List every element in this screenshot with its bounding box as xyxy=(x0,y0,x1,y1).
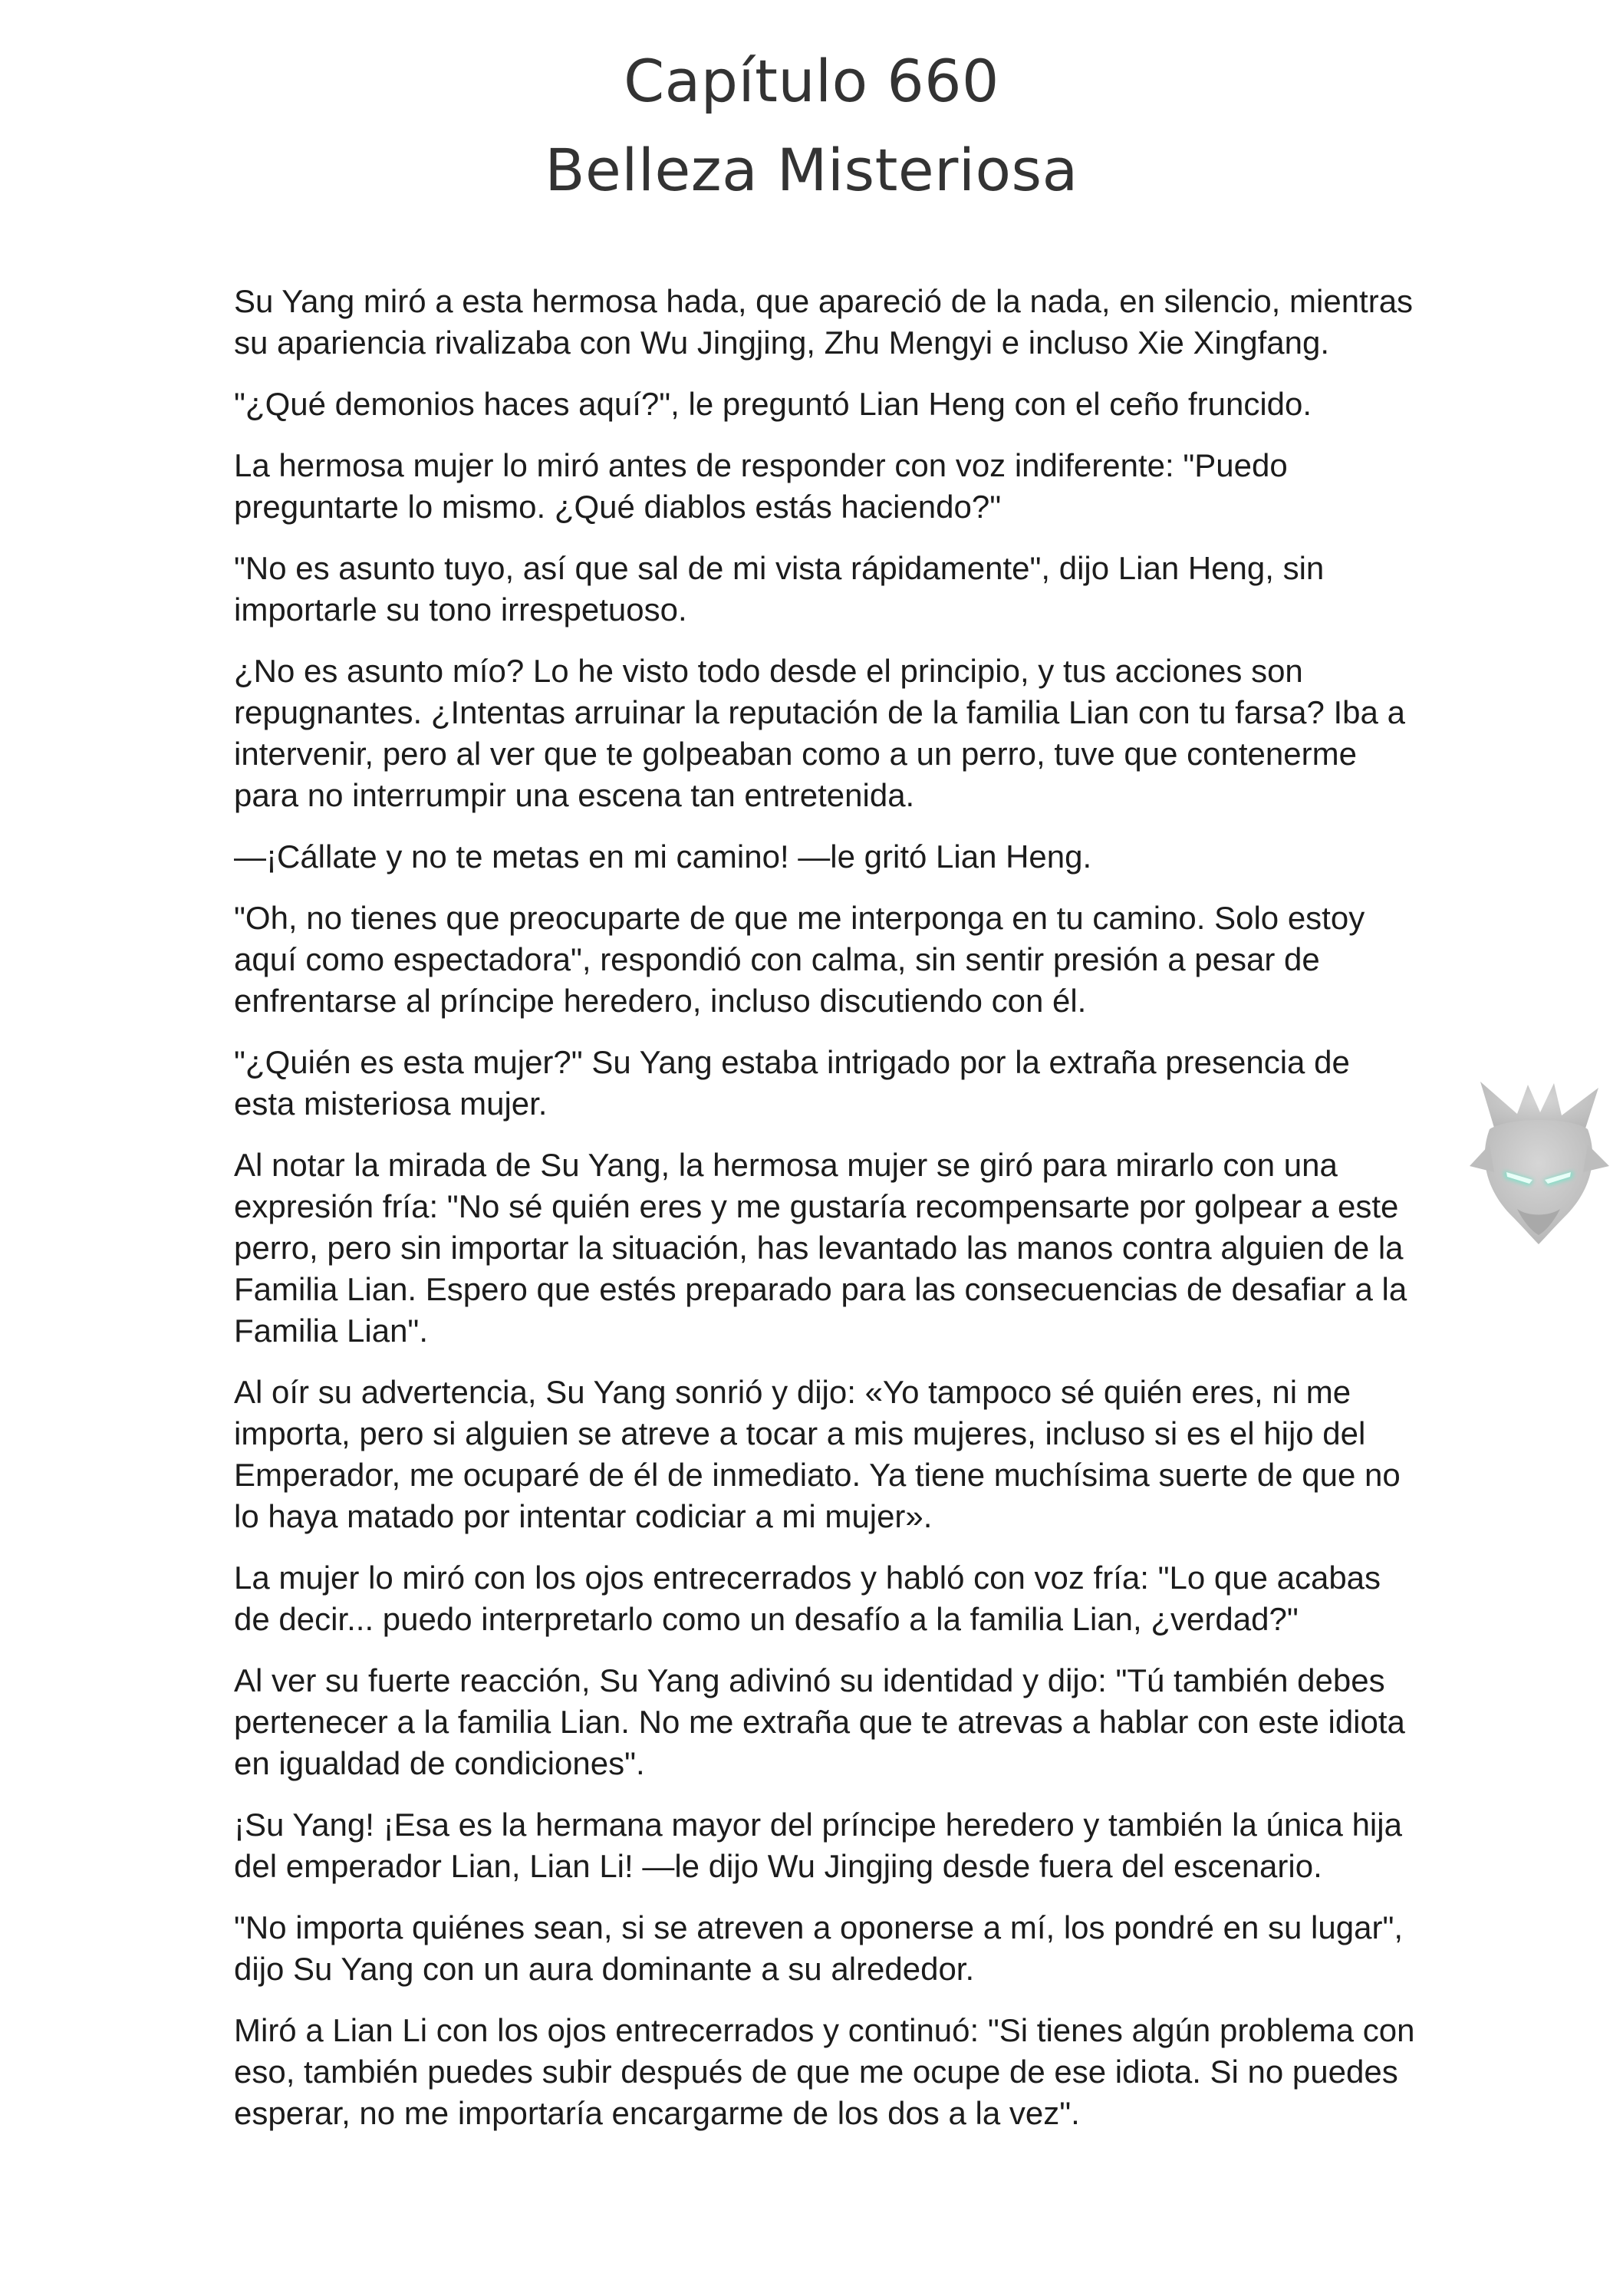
paragraph: La hermosa mujer lo miró antes de responder con voz indiferente: "Puedo preguntarte lo mismo. ¿Qué diablos estás haciendo?" xyxy=(234,447,1288,525)
demon-head-icon xyxy=(1463,1074,1614,1250)
paragraph: ¡Su Yang! ¡Esa es la hermana mayor del príncipe heredero y también la única hija del emperador Lian, Lian Li! —le dijo Wu Jingjing desde fuera del escenario. xyxy=(234,1807,1402,1884)
paragraph: "Oh, no tienes que preocuparte de que me interponga en tu camino. Solo estoy aquí como espectadora", respondió con calma, sin sentir presión a pesar de enfrentarse al príncipe heredero, incluso discutiendo con él. xyxy=(234,900,1365,1019)
paragraph: "No importa quiénes sean, si se atreven a oponerse a mí, los pondré en su lugar", dijo Su Yang con un aura dominante a su alrededor. xyxy=(234,1909,1404,1987)
paragraph: —¡Cállate y no te metas en mi camino! —le gritó Lian Heng. xyxy=(234,838,1092,875)
paragraph: Al notar la mirada de Su Yang, la hermosa mujer se giró para mirarlo con una expresión fría: "No sé quién eres y me gustaría recompensarte por golpear a este perro, pero sin importar la situación, has levantado las manos contra alguien de la Familia Lian. Espero que estés preparado para las consecuencias de desafiar a la Familia Lian". xyxy=(234,1147,1407,1349)
paragraph: Miró a Lian Li con los ojos entrecerrados y continuó: "Si tienes algún problema con eso, también puedes subir después de que me ocupe de ese idiota. Si no puedes esperar, no me importaría encargarme de los dos a la vez". xyxy=(234,2012,1415,2131)
paragraph: La mujer lo miró con los ojos entrecerrados y habló con voz fría: "Lo que acabas de decir... puedo interpretarlo como un desafío a la familia Lian, ¿verdad?" xyxy=(234,1560,1381,1637)
paragraph: "¿Qué demonios haces aquí?", le preguntó Lian Heng con el ceño fruncido. xyxy=(234,386,1312,422)
chapter-title: Belleza Misteriosa xyxy=(545,136,1078,204)
paragraph: Su Yang miró a esta hermosa hada, que apareció de la nada, en silencio, mientras su apariencia rivalizaba con Wu Jingjing, Zhu Mengyi e incluso Xie Xingfang. xyxy=(234,283,1414,361)
chapter-number: Capítulo 660 xyxy=(624,47,999,115)
paragraph: Al ver su fuerte reacción, Su Yang adivinó su identidad y dijo: "Tú también debes pertenecer a la familia Lian. No me extraña que te atrevas a hablar con este idiota en igualdad de condiciones". xyxy=(234,1662,1405,1781)
chapter-body xyxy=(234,281,1415,2154)
paragraph: Al oír su advertencia, Su Yang sonrió y dijo: «Yo tampoco sé quién eres, ni me importa, pero si alguien se atreve a tocar a mis mujeres, incluso si es el hijo del Emperador, me ocuparé de él de inmediato. Ya tiene muchísima suerte de que no lo haya matado por intentar codiciar a mi mujer». xyxy=(234,1374,1401,1534)
paragraph: "¿Quién es esta mujer?" Su Yang estaba intrigado por la extraña presencia de esta misteriosa mujer. xyxy=(234,1044,1350,1122)
paragraph: ¿No es asunto mío? Lo he visto todo desde el principio, y tus acciones son repugnantes. ¿Intentas arruinar la reputación de la familia Lian con tu farsa? Iba a intervenir, pero al ver que te golpeaban como a un perro, tuve que contenerme para no interrumpir una escena tan entretenida. xyxy=(234,653,1405,813)
paragraph: "No es asunto tuyo, así que sal de mi vista rápidamente", dijo Lian Heng, sin importarle su tono irrespetuoso. xyxy=(234,550,1325,628)
chapter-heading xyxy=(0,37,1623,215)
